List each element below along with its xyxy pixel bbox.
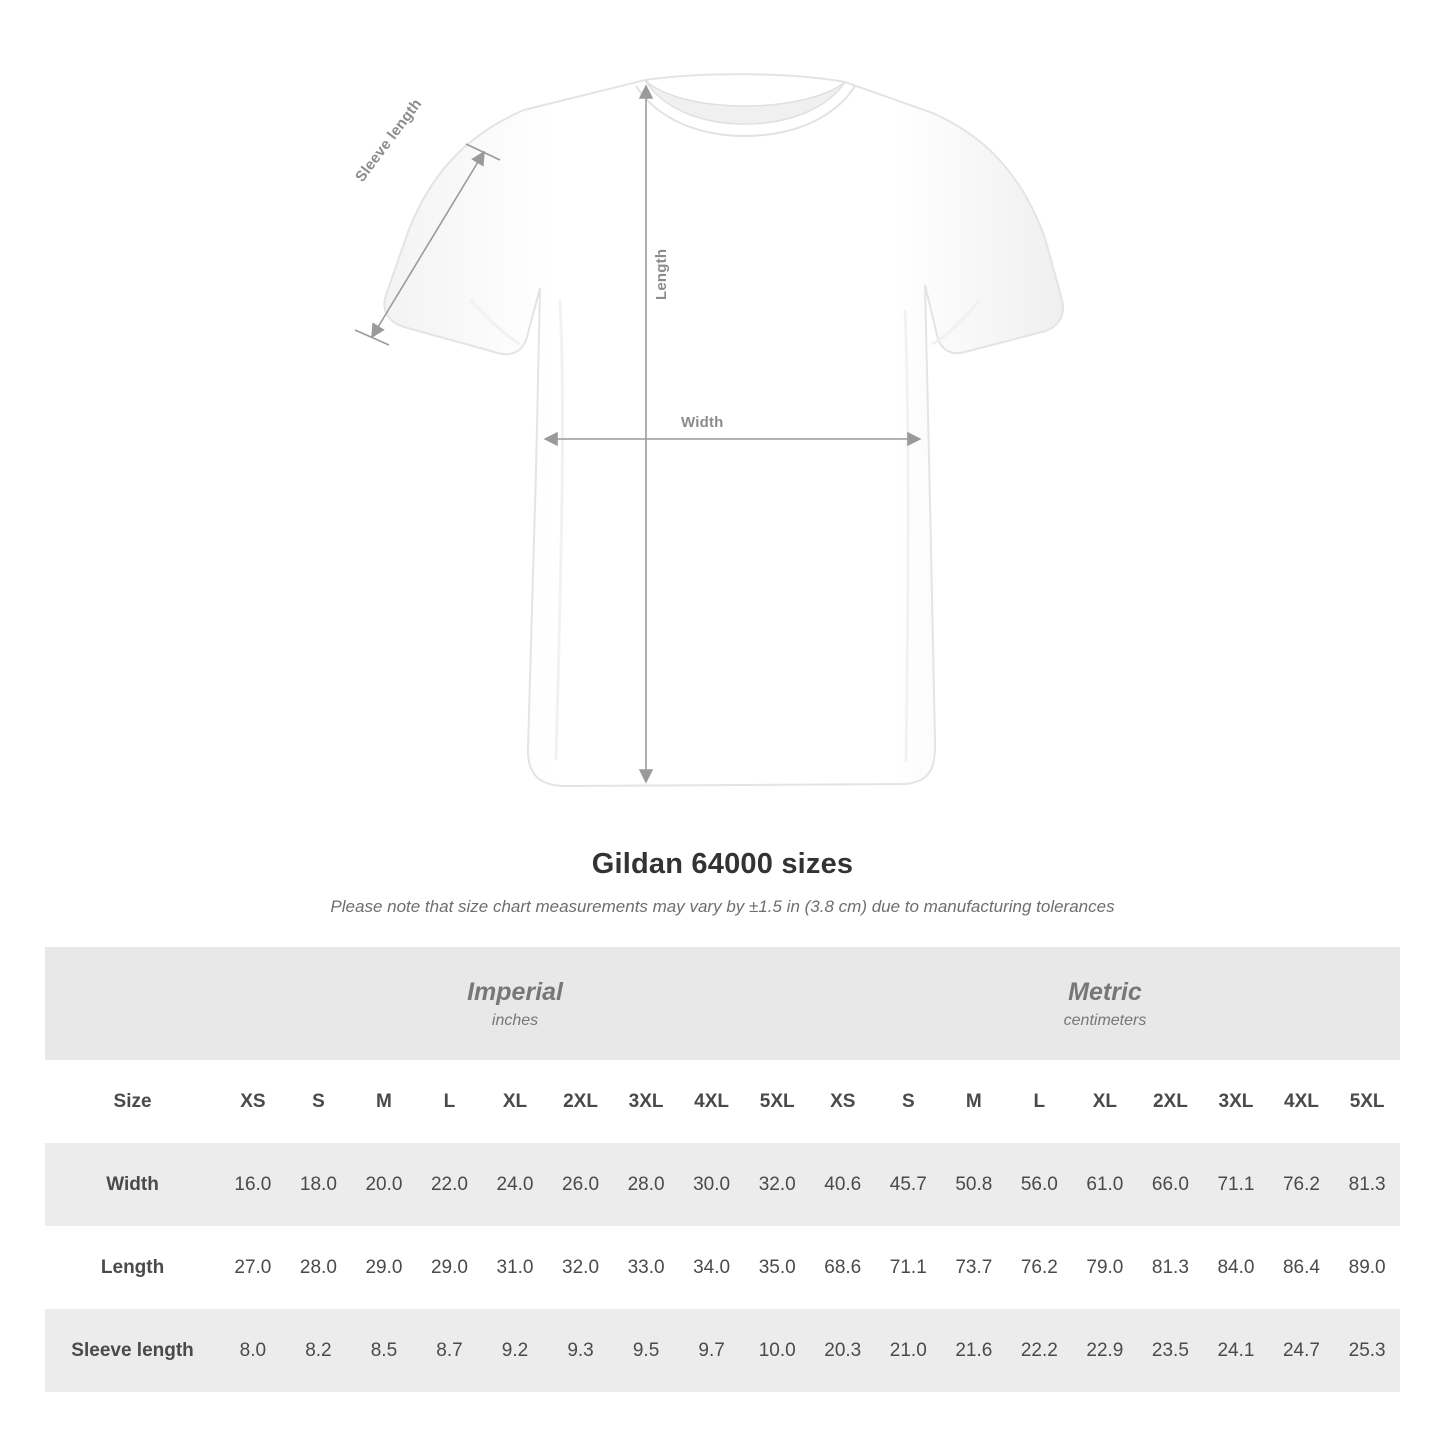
unit-name-imperial: Imperial [467,977,563,1006]
width-label: Width [681,414,724,431]
size-header-cell: S [876,1060,942,1143]
table-row [45,1143,1400,1226]
measurement-cell: 20.3 [810,1309,876,1392]
measurement-cell: 32.0 [548,1226,614,1309]
measurement-cell: 76.2 [1269,1143,1335,1226]
measurement-cell: 32.0 [744,1143,810,1226]
unit-header-metric [810,947,1400,1060]
measurement-cell: 8.0 [220,1309,286,1392]
measurement-cell: 33.0 [613,1226,679,1309]
size-header-cell: 4XL [1269,1060,1335,1143]
measurement-cell: 79.0 [1072,1226,1138,1309]
table-row [45,1226,1400,1309]
unit-header-spacer [45,947,220,1060]
page-title: Gildan 64000 sizes [591,848,854,880]
size-header-cell: 5XL [1334,1060,1400,1143]
measurement-cell: 21.0 [876,1309,942,1392]
measurement-cell: 29.0 [417,1226,483,1309]
measurement-cell: 26.0 [548,1143,614,1226]
measurement-cell: 86.4 [1269,1226,1335,1309]
unit-name-metric: Metric [1068,977,1142,1006]
size-header-cell: M [941,1060,1007,1143]
measurement-cell: 9.3 [548,1309,614,1392]
measurement-cell: 20.0 [351,1143,417,1226]
size-table-container [45,947,1400,1392]
size-header-cell: 2XL [1138,1060,1204,1143]
size-header-cell: L [1007,1060,1073,1143]
measurement-cell: 40.6 [810,1143,876,1226]
measurement-cell: 81.3 [1334,1143,1400,1226]
measurement-cell: 27.0 [220,1226,286,1309]
row-label: Sleeve length [45,1309,220,1392]
size-table [45,947,1400,1392]
shirt-body-shape [384,74,1063,786]
unit-sub-metric: centimeters [1063,1012,1147,1030]
sleeve-length-label: Sleeve length [352,95,426,186]
row-label: Length [45,1226,220,1309]
tolerance-note: Please note that size chart measurements may vary by ±1.5 in (3.8 cm) due to manufacturing tolerances [330,897,1115,916]
measurement-cell: 68.6 [810,1226,876,1309]
measurement-cell: 89.0 [1334,1226,1400,1309]
measurement-cell: 45.7 [876,1143,942,1226]
measurement-cell: 8.5 [351,1309,417,1392]
size-header-cell: XS [220,1060,286,1143]
measurement-cell: 61.0 [1072,1143,1138,1226]
measurement-cell: 66.0 [1138,1143,1204,1226]
measurement-cell: 31.0 [482,1226,548,1309]
size-header-cell: 3XL [613,1060,679,1143]
size-header-cell: XS [810,1060,876,1143]
length-label: Length [653,248,670,300]
measurement-cell: 56.0 [1007,1143,1073,1226]
measurement-cell: 71.1 [1203,1143,1269,1226]
size-header-cell: XL [482,1060,548,1143]
measurement-cell: 30.0 [679,1143,745,1226]
measurement-cell: 23.5 [1138,1309,1204,1392]
row-label: Width [45,1143,220,1226]
measurement-cell: 34.0 [679,1226,745,1309]
measurement-cell: 35.0 [744,1226,810,1309]
measurement-cell: 24.0 [482,1143,548,1226]
measurement-cell: 9.2 [482,1309,548,1392]
size-header-row [45,1060,1400,1143]
measurement-cell: 24.1 [1203,1309,1269,1392]
size-header-cell: 4XL [679,1060,745,1143]
size-header-cell: L [417,1060,483,1143]
measurement-cell: 10.0 [744,1309,810,1392]
measurement-cell: 28.0 [613,1143,679,1226]
measurement-cell: 9.5 [613,1309,679,1392]
measurement-cell: 21.6 [941,1309,1007,1392]
measurement-cell: 76.2 [1007,1226,1073,1309]
title-block [0,848,1445,917]
measurement-cell: 24.7 [1269,1309,1335,1392]
measurement-cell: 28.0 [286,1226,352,1309]
unit-header-row [45,947,1400,1060]
measurement-cell: 22.9 [1072,1309,1138,1392]
size-header-label: Size [45,1060,220,1143]
unit-header-imperial [220,947,810,1060]
measurement-cell: 22.0 [417,1143,483,1226]
size-header-cell: S [286,1060,352,1143]
table-row [45,1309,1400,1392]
size-header-cell: XL [1072,1060,1138,1143]
measurement-cell: 84.0 [1203,1226,1269,1309]
measurement-cell: 18.0 [286,1143,352,1226]
measurement-cell: 8.7 [417,1309,483,1392]
size-header-cell: 2XL [548,1060,614,1143]
measurement-cell: 73.7 [941,1226,1007,1309]
measurement-cell: 22.2 [1007,1309,1073,1392]
size-header-cell: 3XL [1203,1060,1269,1143]
measurement-cell: 71.1 [876,1226,942,1309]
measurement-cell: 9.7 [679,1309,745,1392]
measurement-cell: 50.8 [941,1143,1007,1226]
size-header-cell: M [351,1060,417,1143]
measurement-cell: 8.2 [286,1309,352,1392]
measurement-cell: 81.3 [1138,1226,1204,1309]
measurement-cell: 16.0 [220,1143,286,1226]
size-header-cell: 5XL [744,1060,810,1143]
unit-sub-imperial: inches [491,1012,539,1030]
measurement-cell: 29.0 [351,1226,417,1309]
measurement-cell: 25.3 [1334,1309,1400,1392]
